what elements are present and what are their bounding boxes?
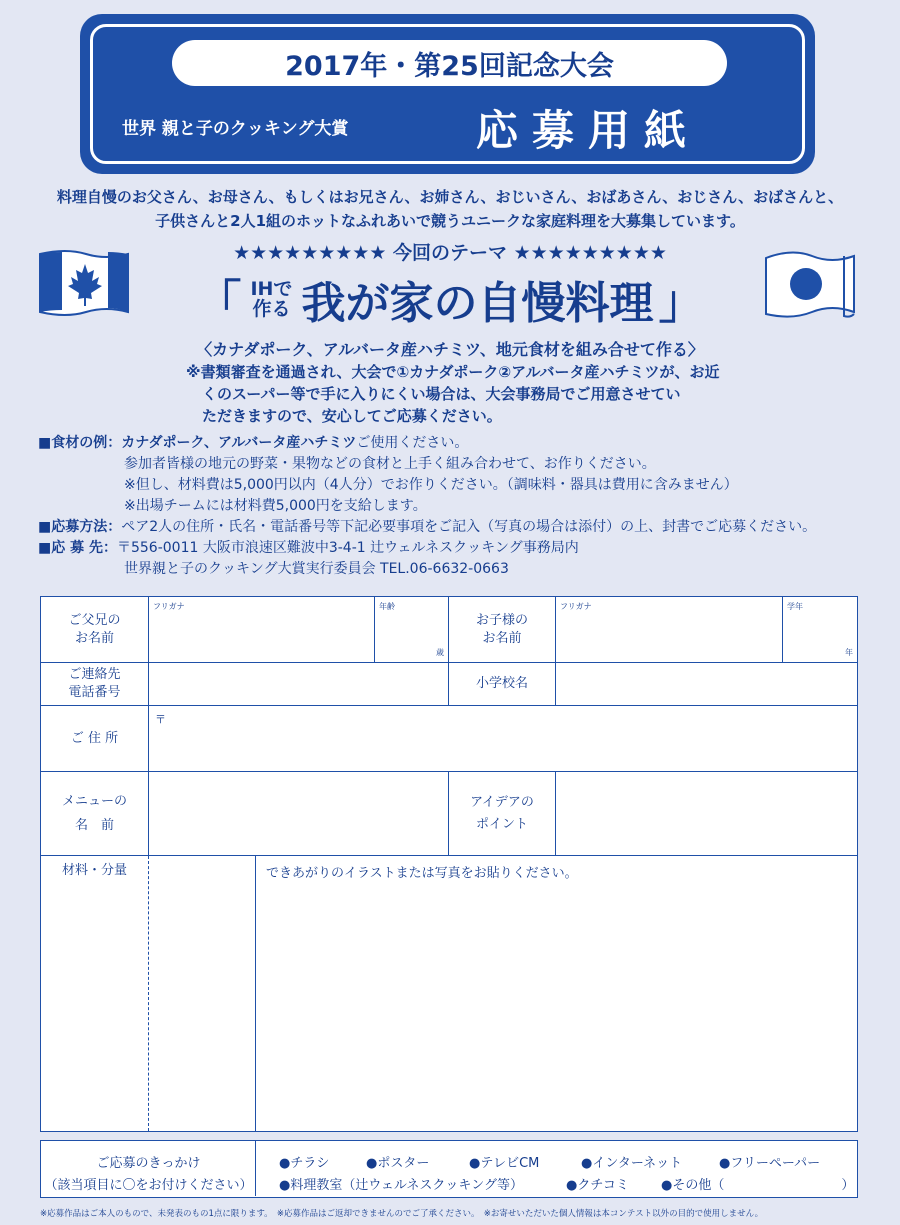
- menu-label: メニューの 名 前: [41, 772, 149, 856]
- address-label-cell: ご 住 所: [41, 706, 149, 772]
- theme-main-title: 我が家の自慢料理: [301, 278, 654, 329]
- theme-note-2: くのスーパー等で手に入りにくい場合は、大会事務局でご用意させてい: [202, 385, 681, 403]
- photo-area[interactable]: [256, 856, 857, 1131]
- intro-line-1: 料理自慢のお父さん、お母さん、もしくはお兄さん、お姉さん、おじいさん、おばあさん、おじさん、おばさんと、: [56, 188, 844, 206]
- ih-line-2: 作る: [252, 298, 291, 320]
- address-label: ■応 募 先：: [38, 540, 117, 556]
- theme-title: [150, 266, 750, 328]
- trigger-label-cell: [41, 1141, 256, 1196]
- theme-label: ★★★★★★★★★ 今回のテーマ ★★★★★★★★★: [233, 242, 667, 264]
- option-other[interactable]: ●その他（ ）: [661, 1178, 855, 1193]
- address-text: 〒556-0011 大阪市浪速区難波中3-4-1 辻ウェルネスクッキング事務局内: [116, 540, 579, 556]
- method-line: [38, 516, 816, 536]
- trigger-section: [40, 1140, 858, 1198]
- materials-label: 材料・分量: [41, 856, 149, 1131]
- option-flyer[interactable]: ●チラシ: [279, 1156, 330, 1171]
- materials-input[interactable]: [149, 856, 256, 1131]
- child-name-input[interactable]: [556, 597, 783, 663]
- child-furigana-label: フリガナ: [560, 602, 592, 611]
- method-label: ■応募方法：: [38, 519, 122, 535]
- option-poster[interactable]: ●ポスター: [366, 1156, 430, 1171]
- ingredients-line-4: ※出場チームには材料費5,000円を支給します。: [124, 498, 427, 514]
- idea-label: アイデアの ポイント: [449, 772, 556, 856]
- option-tv-cm[interactable]: ●テレビCM: [469, 1156, 540, 1171]
- age-label: 年齢: [379, 602, 395, 611]
- ingredients-rest: ご使用ください。: [356, 435, 469, 451]
- parent-age-input[interactable]: [375, 597, 449, 663]
- close-quote: 」: [658, 275, 705, 329]
- ih-label: [250, 279, 292, 319]
- parent-name-label: ご父兄の お名前: [41, 597, 149, 663]
- entry-form: [40, 596, 858, 1132]
- theme-subtitle: 〈カナダポーク、アルバータ産ハチミツ、地元食材を組み合せて作る〉: [196, 340, 704, 359]
- form-title: 応募用紙: [476, 106, 701, 155]
- option-cooking-class[interactable]: ●料理教室（辻ウェルネスクッキング等）: [279, 1178, 524, 1193]
- method-text: ペア2人の住所・氏名・電話番号等下記必要事項をご記入（写真の場合は添付）の上、封書でご応募ください。: [121, 519, 817, 535]
- address-input[interactable]: [149, 706, 857, 772]
- intro-line-2: 子供さんと2人1組のホットなふれあいで競うユニークな家庭料理を大募集しています。: [155, 212, 745, 230]
- school-label: 小学校名: [449, 663, 556, 706]
- option-free-paper[interactable]: ●フリーペーパー: [719, 1156, 821, 1171]
- school-input[interactable]: [556, 663, 857, 706]
- event-title: 2017年・第25回記念大会: [172, 40, 727, 86]
- theme-note-3: ただきますので、安心してご応募ください。: [202, 407, 502, 425]
- ingredients-line: [38, 432, 468, 452]
- child-grade-input[interactable]: [783, 597, 857, 663]
- trigger-label-1: ご応募のきっかけ: [96, 1156, 201, 1171]
- open-quote: 「: [195, 275, 242, 329]
- ingredients-line-2: 参加者皆様の地元の野菜・果物などの食材と上手く組み合わせて、お作りください。: [124, 456, 656, 472]
- option-word-of-mouth[interactable]: ●クチコミ: [566, 1178, 629, 1193]
- child-name-label: お子様の お名前: [449, 597, 556, 663]
- idea-input[interactable]: [556, 772, 857, 856]
- parent-furigana-label: フリガナ: [153, 602, 185, 611]
- parent-name-input[interactable]: [149, 597, 375, 663]
- trigger-label-2: （該当項目に〇をお付けください）: [44, 1178, 253, 1193]
- menu-input[interactable]: [149, 772, 449, 856]
- option-internet[interactable]: ●インターネット: [581, 1156, 683, 1171]
- age-unit: 歳: [436, 648, 444, 657]
- grade-label: 学年: [787, 602, 803, 611]
- postal-mark: 〒: [155, 713, 166, 726]
- ingredients-label: ■食材の例：: [38, 435, 122, 451]
- committee-line: 世界親と子のクッキング大賞実行委員会 TEL.06-6632-0663: [124, 561, 509, 577]
- footer-notes: ※応募作品はご本人のもので、未発表のもの1点に限ります。 ※応募作品はご返却できませんのでご了承ください。 ※お寄せいただいた個人情報は本コンテスト以外の目的で使用しません。: [40, 1209, 764, 1219]
- contest-name: 世界 親と子のクッキング大賞: [122, 119, 349, 139]
- photo-note: できあがりのイラストまたは写真をお貼りください。: [266, 866, 578, 881]
- contact-input[interactable]: [149, 663, 449, 706]
- ingredients-bold: カナダポーク、アルバータ産ハチミツ: [121, 435, 357, 451]
- ingredients-line-3: ※但し、材料費は5,000円以内（4人分）でお作りください。（調味料・器具は費用に含みません）: [124, 477, 738, 493]
- theme-note-1: ※書類審査を通過され、大会で①カナダポーク②アルバータ産ハチミツが、お近: [186, 363, 720, 381]
- contact-label: ご連絡先 電話番号: [41, 663, 149, 706]
- grade-unit: 年: [845, 648, 853, 657]
- address-line: [38, 537, 579, 557]
- ih-line-1: IHで: [250, 278, 293, 300]
